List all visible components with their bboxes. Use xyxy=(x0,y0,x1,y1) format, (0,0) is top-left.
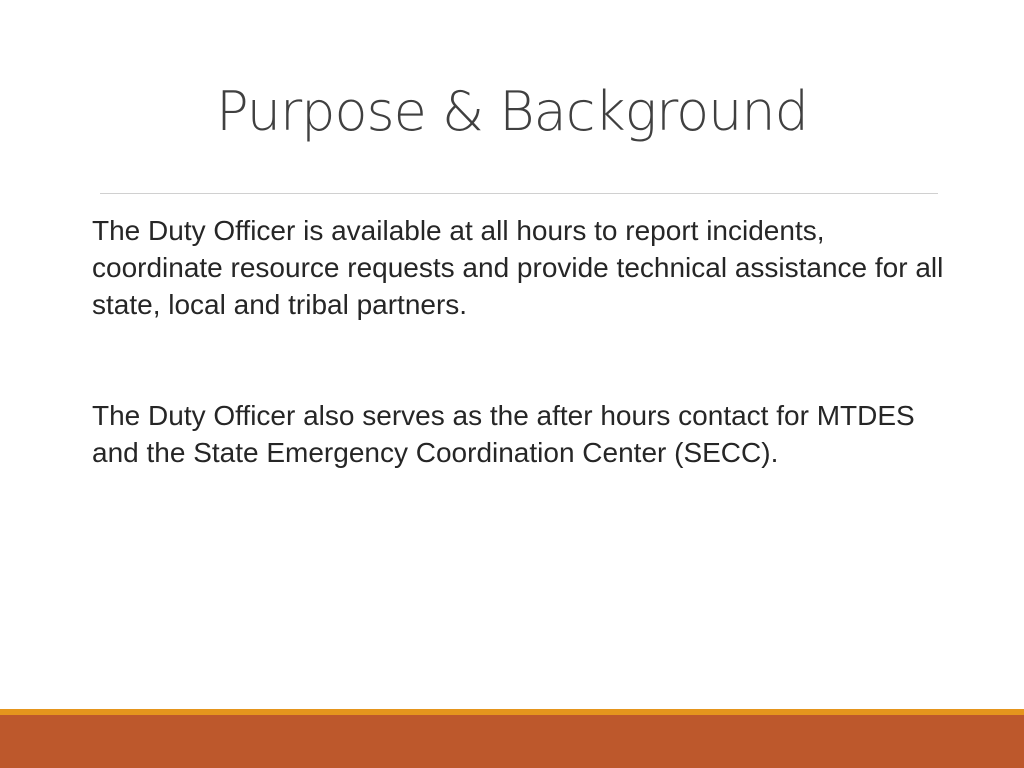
body-paragraph-2: The Duty Officer also serves as the after hours contact for MTDES and the State Emergency Coordination Center (SECC). xyxy=(92,400,915,468)
body-paragraph-1: The Duty Officer is available at all hours to report incidents, coordinate resource requests and provide technical assistance for all state, local and tribal partners. xyxy=(92,215,944,320)
footer-band xyxy=(0,715,1024,768)
slide-title: Purpose & Background xyxy=(216,80,808,143)
slide-body xyxy=(92,212,962,471)
title-divider xyxy=(100,193,938,194)
